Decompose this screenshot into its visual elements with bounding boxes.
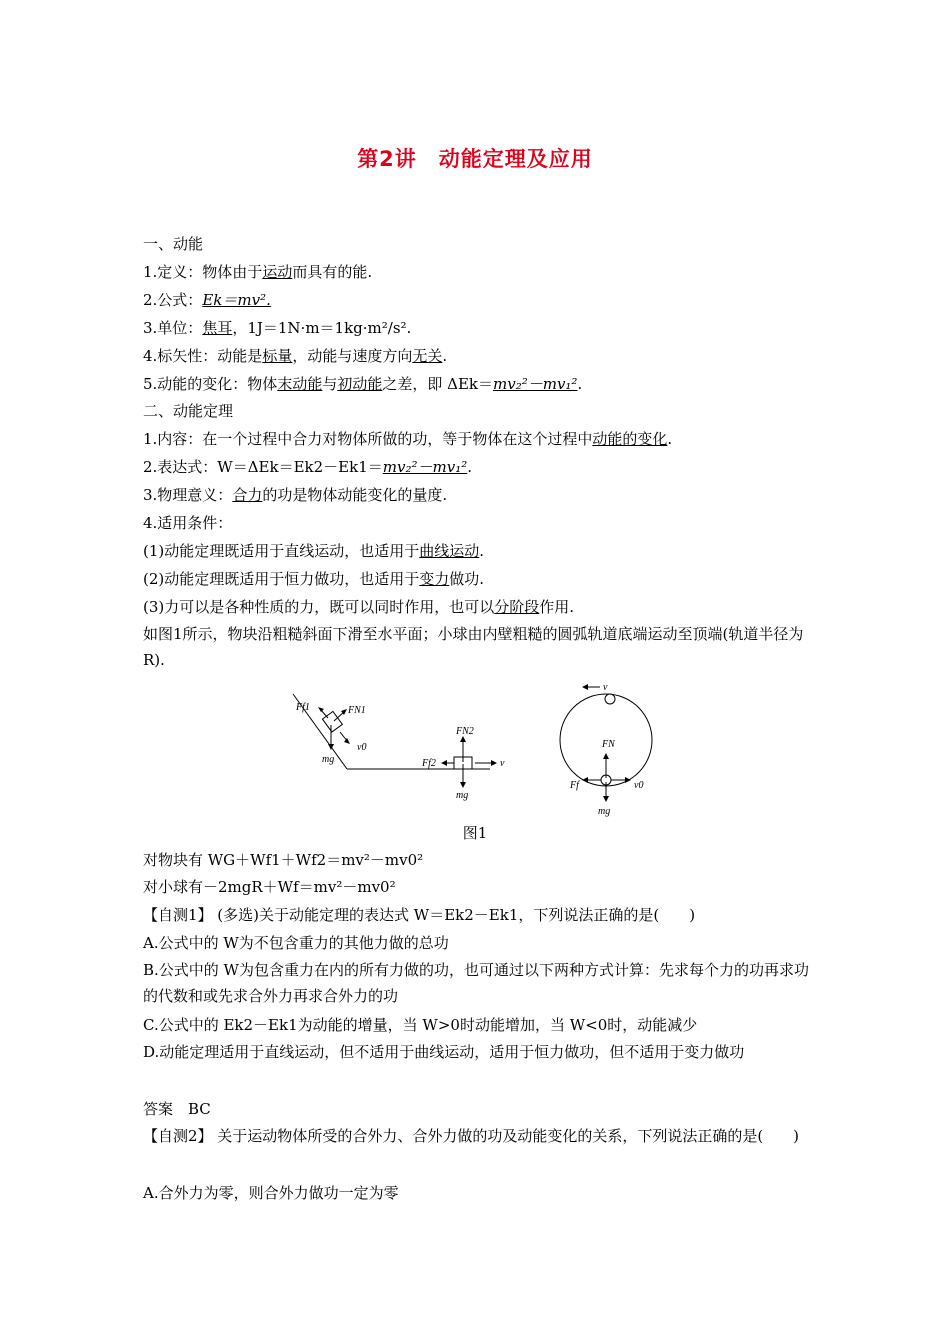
mg-label-2: mg (456, 790, 469, 801)
ff2-label: Ff2 (422, 758, 436, 769)
ball-top (605, 694, 615, 704)
ball-equation: 对小球有－2mgR＋Wf＝mv²－mv0² (143, 878, 396, 896)
section-heading-theorem: 二、动能定理 (143, 402, 234, 420)
v0-label-2: v0 (634, 780, 644, 791)
figure-caption: 图1 (462, 824, 488, 842)
ff1-label: Ff1 (296, 702, 310, 713)
self-test-1-option-a: A.公式中的 W为不包含重力的其他力做的总功 (143, 934, 449, 952)
self-test-1-option-b: B.公式中的 W为包含重力在内的所有力做的功，也可通过以下两种方式计算：先求每个力的功再求功的代数和或先求合外力再求合外力的功 (143, 961, 809, 1005)
figure-intro: 如图1所示，物块沿粗糙斜面下滑至水平面；小球由内壁粗糙的圆弧轨道底端运动至顶端(轨道半径为R). (143, 625, 804, 669)
page-title: 第2讲 动能定理及应用 (357, 147, 593, 171)
physics-figure (290, 672, 670, 817)
meaning-line: 3.物理意义：合力的功是物体动能变化的量度. (143, 486, 448, 504)
content-line: 1.内容：在一个过程中合力对物体所做的功，等于物体在这个过程中动能的变化. (143, 430, 673, 448)
condition-1: (1)动能定理既适用于直线运动，也适用于曲线运动. (143, 542, 485, 560)
section-heading-kinetic-energy: 一、动能 (143, 235, 204, 253)
formula-line: 2.公式：Ek＝mv². (143, 291, 271, 309)
self-test-1-stem: 【自测1】 (多选)关于动能定理的表达式 W＝Ek2－Ek1，下列说法正确的是( ) (143, 906, 696, 924)
self-test-2-option-a: A.合外力为零，则合外力做功一定为零 (143, 1184, 399, 1202)
fn1-label: FN1 (348, 705, 366, 716)
conditions-line: 4.适用条件： (143, 514, 233, 532)
self-test-1-option-c: C.公式中的 Ek2－Ek1为动能的增量，当 W>0时动能增加，当 W<0时，动能减少 (143, 1016, 698, 1034)
definition-line: 1.定义：物体由于运动而具有的能. (143, 263, 373, 281)
self-test-1-answer: 答案 BC (143, 1100, 211, 1118)
change-line: 5.动能的变化：物体末动能与初动能之差，即 ΔEk＝mv₂²－mv₁². (143, 375, 583, 393)
mg-label-1: mg (322, 754, 335, 765)
self-test-1-option-d: D.动能定理适用于直线运动，但不适用于曲线运动，适用于恒力做功，但不适用于变力做功 (143, 1043, 745, 1061)
fn-label: FN (602, 739, 615, 750)
block-equation: 对物块有 WG＋Wf1＋Wf2＝mv²－mv0² (143, 851, 424, 869)
ff-label: Ff (570, 780, 579, 791)
scalar-line: 4.标矢性：动能是标量，动能与速度方向无关. (143, 347, 448, 365)
self-test-2-stem: 【自测2】 关于运动物体所受的合外力、合外力做的功及动能变化的关系，下列说法正确的是( ) (143, 1127, 800, 1145)
v-label: v (500, 758, 505, 769)
fn2-label: FN2 (456, 726, 474, 737)
unit-line: 3.单位：焦耳，1J＝1N·m＝1kg·m²/s². (143, 319, 412, 337)
v-top-label: v (603, 682, 608, 693)
mg-label-3: mg (598, 806, 611, 817)
v0-label-1: v0 (357, 742, 367, 753)
condition-2: (2)动能定理既适用于恒力做功，也适用于变力做功. (143, 570, 485, 588)
condition-3: (3)力可以是各种性质的力，既可以同时作用，也可以分阶段作用. (143, 598, 575, 616)
expression-line: 2.表达式：W＝ΔEk＝Ek2－Ek1＝mv₂²－mv₁². (143, 458, 473, 476)
